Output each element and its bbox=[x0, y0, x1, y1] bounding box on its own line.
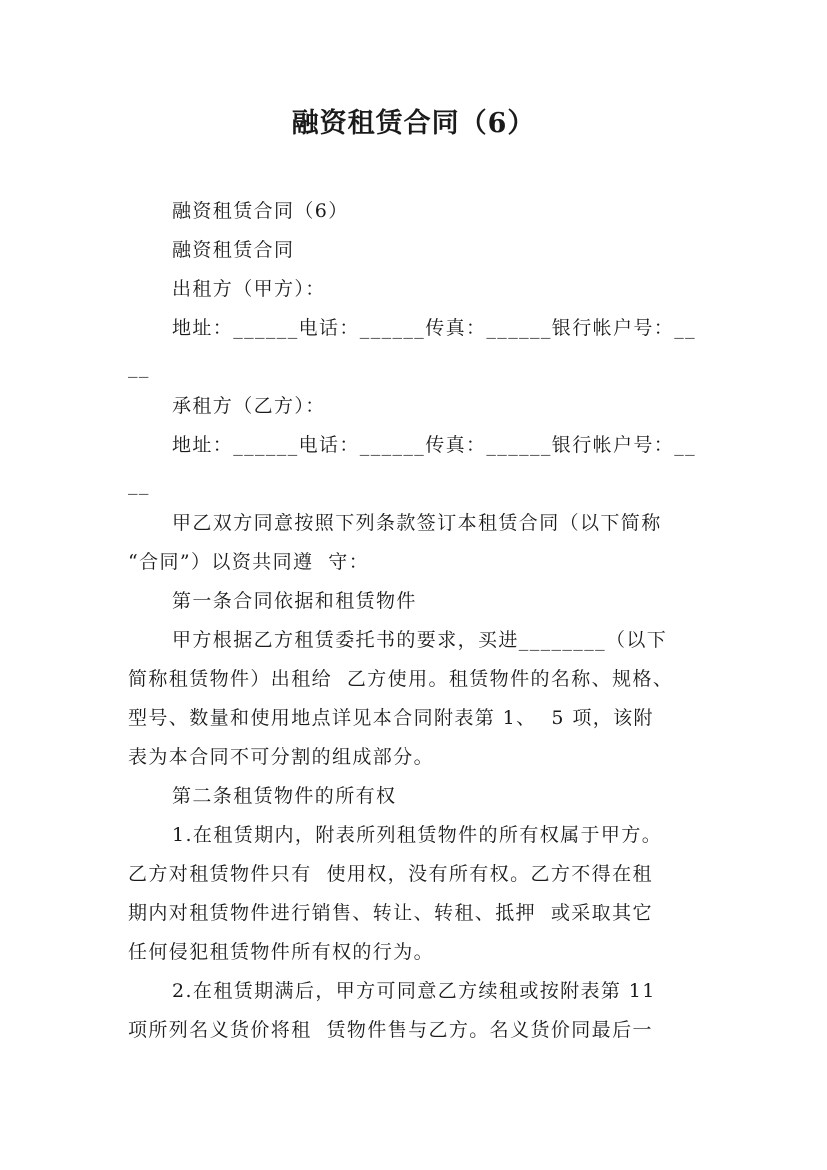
text-line: 甲乙双方同意按照下列条款签订本租赁合同（以下简称 bbox=[172, 512, 662, 534]
text-line: 2.在租赁期满后，甲方可同意乙方续租或按附表第 11 bbox=[172, 980, 656, 1002]
text-line: 型号、数量和使用地点详见本合同附表第 1、 5 项，该附 bbox=[128, 707, 654, 729]
text-line: “合同”）以资共同遵 守： bbox=[128, 551, 370, 573]
text-line: 表为本合同不可分割的组成部分。 bbox=[128, 746, 435, 768]
text-line: __ bbox=[128, 356, 150, 378]
text-line: 甲方根据乙方租赁委托书的要求，买进________（以下 bbox=[172, 629, 668, 651]
text-line: 融资租赁合同（6） bbox=[172, 200, 349, 222]
text-line: 项所列名义货价将租 赁物件售与乙方。名义货价同最后一 bbox=[128, 1019, 653, 1041]
text-line: 1.在租赁期内，附表所列租赁物件的所有权属于甲方。 bbox=[172, 824, 663, 846]
text-line: 地址：______电话：______传真：______银行帐户号：__ bbox=[172, 317, 697, 339]
section-heading: 第一条合同依据和租赁物件 bbox=[172, 590, 417, 612]
text-line: 任何侵犯租赁物件所有权的行为。 bbox=[128, 941, 435, 963]
text-line: __ bbox=[128, 473, 150, 495]
section-heading: 第二条租赁物件的所有权 bbox=[172, 785, 397, 807]
text-line: 融资租赁合同 bbox=[172, 239, 295, 261]
text-line: 期内对租赁物件进行销售、转让、转租、抵押 或采取其它 bbox=[128, 902, 653, 924]
document-title: 融资租赁合同（6） bbox=[291, 108, 536, 139]
text-line: 出租方（甲方）： bbox=[172, 278, 326, 300]
text-line: 简称租赁物件）出租给 乙方使用。租赁物件的名称、规格、 bbox=[128, 668, 674, 690]
text-line: 承租方（乙方）： bbox=[172, 395, 326, 417]
text-line: 乙方对租赁物件只有 使用权，没有所有权。乙方不得在租 bbox=[128, 863, 653, 885]
text-line: 地址：______电话：______传真：______银行帐户号：__ bbox=[172, 434, 697, 456]
